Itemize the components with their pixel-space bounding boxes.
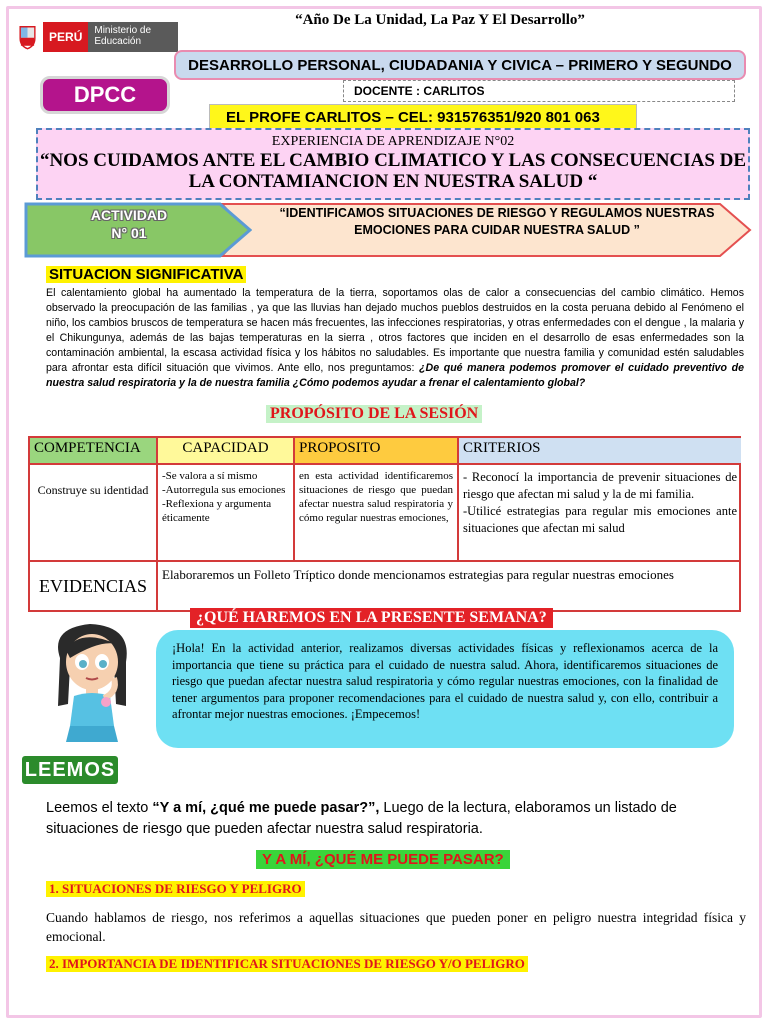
situacion-title: SITUACION SIGNIFICATIVA xyxy=(46,266,246,283)
experiencia-box xyxy=(36,128,750,200)
cell-criterios: - Reconocí la importancia de prevenir situaciones de riesgo que afectan mi salud y la de mi familia. -Utilicé estrategias para regular mis emociones ante situaciones que afectan mi salud xyxy=(459,465,741,562)
cell-proposito: en esta actividad identificaremos situaciones de riesgo que puedan afectar nuestra salud respiratoria y cómo regular nuestras emociones, xyxy=(295,465,459,562)
actividad-label xyxy=(24,206,234,242)
actividad-word: ACTIVIDAD xyxy=(90,207,168,223)
ministry-logo xyxy=(18,14,178,60)
evidencias-label: EVIDENCIAS xyxy=(30,562,158,610)
header-capacidad: CAPACIDAD xyxy=(158,438,295,465)
docente-label: DOCENTE : CARLITOS xyxy=(343,80,735,102)
leemos-label: LEEMOS xyxy=(22,756,118,784)
header-criterios: CRITERIOS xyxy=(459,438,741,465)
leemos-intro xyxy=(46,798,746,840)
proposito-table xyxy=(28,436,741,612)
situacion-question: ¿De qué manera podemos promover el cuidado preventivo de nuestra salud respiratoria y la de nuestra familia ¿Cómo podemos ayudar a frenar el calentamiento global? xyxy=(46,362,744,389)
dpcc-badge: DPCC xyxy=(40,76,170,114)
peru-shield-icon xyxy=(18,19,37,55)
evidencias-text: Elaboraremos un Folleto Tríptico donde mencionamos estrategias para regular nuestras emociones xyxy=(162,567,674,582)
ministry-label: Ministerio de Educación xyxy=(88,22,178,52)
experiencia-title: “NOS CUIDAMOS ANTE EL CAMBIO CLIMATICO Y LAS CONSECUENCIAS DE LA CONTAMIANCION EN NUESTRA SALUD “ xyxy=(39,150,747,192)
semana-title: ¿QUÉ HAREMOS EN LA PRESENTE SEMANA? xyxy=(190,608,553,628)
actividad-title: “IDENTIFICAMOS SITUACIONES DE RIESGO Y REGULAMOS NUESTRAS EMOCIONES PARA CUIDAR NUESTRA SALUD ” xyxy=(279,206,715,237)
leemos-intro-pre: Leemos el texto xyxy=(46,800,153,816)
cell-capacidad: -Se valora a sí mismo -Autorregula sus emociones -Reflexiona y argumenta éticamente xyxy=(158,465,295,562)
section-1-body: Cuando hablamos de riesgo, nos referimos a aquellas situaciones que pueden poner en peligro nuestra integridad física y emocional. xyxy=(46,910,746,944)
situacion-text: El calentamiento global ha aumentado la temperatura de la tierra, soportamos olas de calor a consecuencias del cambio climático. Hemos observado la preocupación de las familias , ya que las lluvias han dejado muchos pueblos destruidos en la costa peruana debido al Fenómeno el niño, los cambios bruscos de temperatura se hacen más frecuentes, las infecciones respiratorias, y otras enfermedades con el dengue , la malaria y el Chikungunya, además de las bajas temperaturas en la sierra , otros factores que inciden en el desarrollo de esas enfermedades son la contaminación ambiental, la escasa actividad física y los hábitos no saludables. Es importante que nuestra familia y comunidad estén saludables para afrontar esta difícil situación que vivimos. Ante ello, nos preguntamos: xyxy=(46,287,744,374)
semana-bubble: ¡Hola! En la actividad anterior, realizamos diversas actividades físicas y reflexionamos acerca de la importancia que tiene su práctica para el cuidado de nuestra salud. Ahora, identificaremos situaciones de riesgo que puedan afectar nuestra salud respiratoria y cómo regular nuestras emociones, con la finalidad de tener argumentos para proponer recomendaciones para el cuidado de nuestra salud y, con ello, contribuir a afrontar mejor nuestras emociones. ¡Empecemos! xyxy=(156,630,734,748)
leemos-intro-bold: “Y a mí, ¿qué me puede pasar?”, xyxy=(152,800,380,816)
proposito-title: PROPÓSITO DE LA SESIÓN xyxy=(266,405,482,423)
section-2-title: 2. IMPORTANCIA DE IDENTIFICAR SITUACIONES DE RIESGO Y/O PELIGRO xyxy=(46,956,528,972)
cell-competencia: Construye su identidad xyxy=(30,465,158,562)
header-competencia: COMPETENCIA xyxy=(30,438,158,465)
leemos-intro-post: Luego de la lectura, elaboramos un listado de situaciones de riesgo que pueden afectar nuestra salud respiratoria. xyxy=(46,800,677,837)
actividad-number: N° 01 xyxy=(111,225,147,241)
peru-label: PERÚ xyxy=(43,22,88,52)
thinking-girl-illustration xyxy=(40,618,144,744)
header-proposito: PROPOSITO xyxy=(295,438,459,465)
experiencia-subtitle: EXPERIENCIA DE APRENDIZAJE N°02 xyxy=(271,134,515,149)
profe-contact: EL PROFE CARLITOS – CEL: 931576351/920 801 063 xyxy=(209,104,637,130)
course-title: DESARROLLO PERSONAL, CIUDADANIA Y CIVICA – PRIMERO Y SEGUNDO xyxy=(174,50,746,80)
year-title: “Año De La Unidad, La Paz Y El Desarrollo” xyxy=(295,12,585,28)
situacion-body xyxy=(46,286,744,391)
story-title: Y A MÍ, ¿QUÉ ME PUEDE PASAR? xyxy=(256,850,510,869)
section-1-title: 1. SITUACIONES DE RIESGO Y PELIGRO xyxy=(46,881,305,897)
